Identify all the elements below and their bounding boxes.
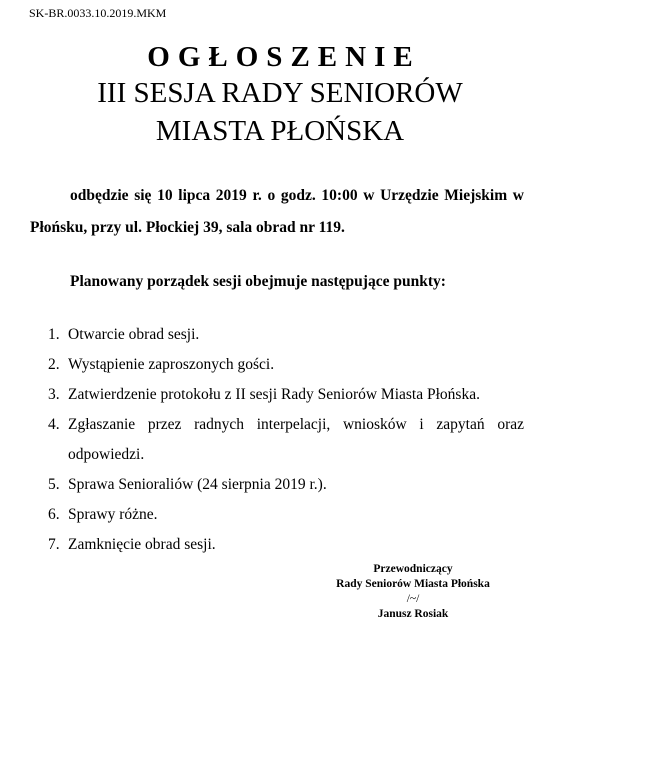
agenda-item-number: 3.: [48, 386, 60, 403]
agenda-item-text: Wystąpienie zaproszonych gości.: [68, 356, 275, 373]
announcement-paragraph: odbędzie się 10 lipca 2019 r. o godz. 10:00 w Urzędzie Miejskim w Płońsku, przy ul. Płockiej 39, sala obrad nr 119.: [30, 187, 524, 236]
signature-block: [313, 562, 513, 622]
agenda-item-number: 7.: [48, 536, 60, 553]
agenda-item: [48, 320, 524, 350]
agenda-item: [48, 530, 524, 560]
agenda-item-number: 1.: [48, 326, 60, 343]
agenda-item-text: Sprawa Senioraliów (24 sierpnia 2019 r.).: [68, 476, 327, 493]
document-title: OGŁOSZENIE: [147, 41, 421, 73]
agenda-item-text: Zgłaszanie przez radnych interpelacji, wniosków i zapytań oraz odpowiedzi.: [68, 416, 524, 463]
agenda-item-number: 4.: [48, 416, 60, 433]
agenda-item-text: Zatwierdzenie protokołu z II sesji Rady Seniorów Miasta Płońska.: [68, 386, 480, 403]
agenda-item-text: Sprawy różne.: [68, 506, 158, 523]
agenda-item: [48, 500, 524, 530]
agenda-item-number: 6.: [48, 506, 60, 523]
signature-mark: /~/: [406, 593, 420, 605]
agenda-item: [48, 470, 524, 500]
signature-name: Janusz Rosiak: [377, 608, 449, 620]
signature-body: Rady Seniorów Miasta Płońska: [336, 578, 490, 590]
agenda-item-number: 5.: [48, 476, 60, 493]
agenda-item-text: Otwarcie obrad sesji.: [68, 326, 200, 343]
agenda-item: [48, 380, 524, 410]
agenda-item-text: Zamknięcie obrad sesji.: [68, 536, 216, 553]
agenda-item: [48, 350, 524, 380]
subtitle-line-1: III SESJA RADY SENIORÓW: [97, 77, 463, 109]
signature-role: Przewodniczący: [373, 563, 453, 575]
header: [0, 40, 560, 150]
agenda-list: [48, 320, 524, 560]
document-reference-number: SK-BR.0033.10.2019.MKM: [29, 6, 167, 20]
subtitle-line-2: MIASTA PŁOŃSKA: [155, 115, 405, 147]
agenda-item: [48, 410, 524, 470]
agenda-item-number: 2.: [48, 356, 60, 373]
agenda-intro: Planowany porządek sesji obejmuje następujące punkty:: [70, 273, 446, 290]
